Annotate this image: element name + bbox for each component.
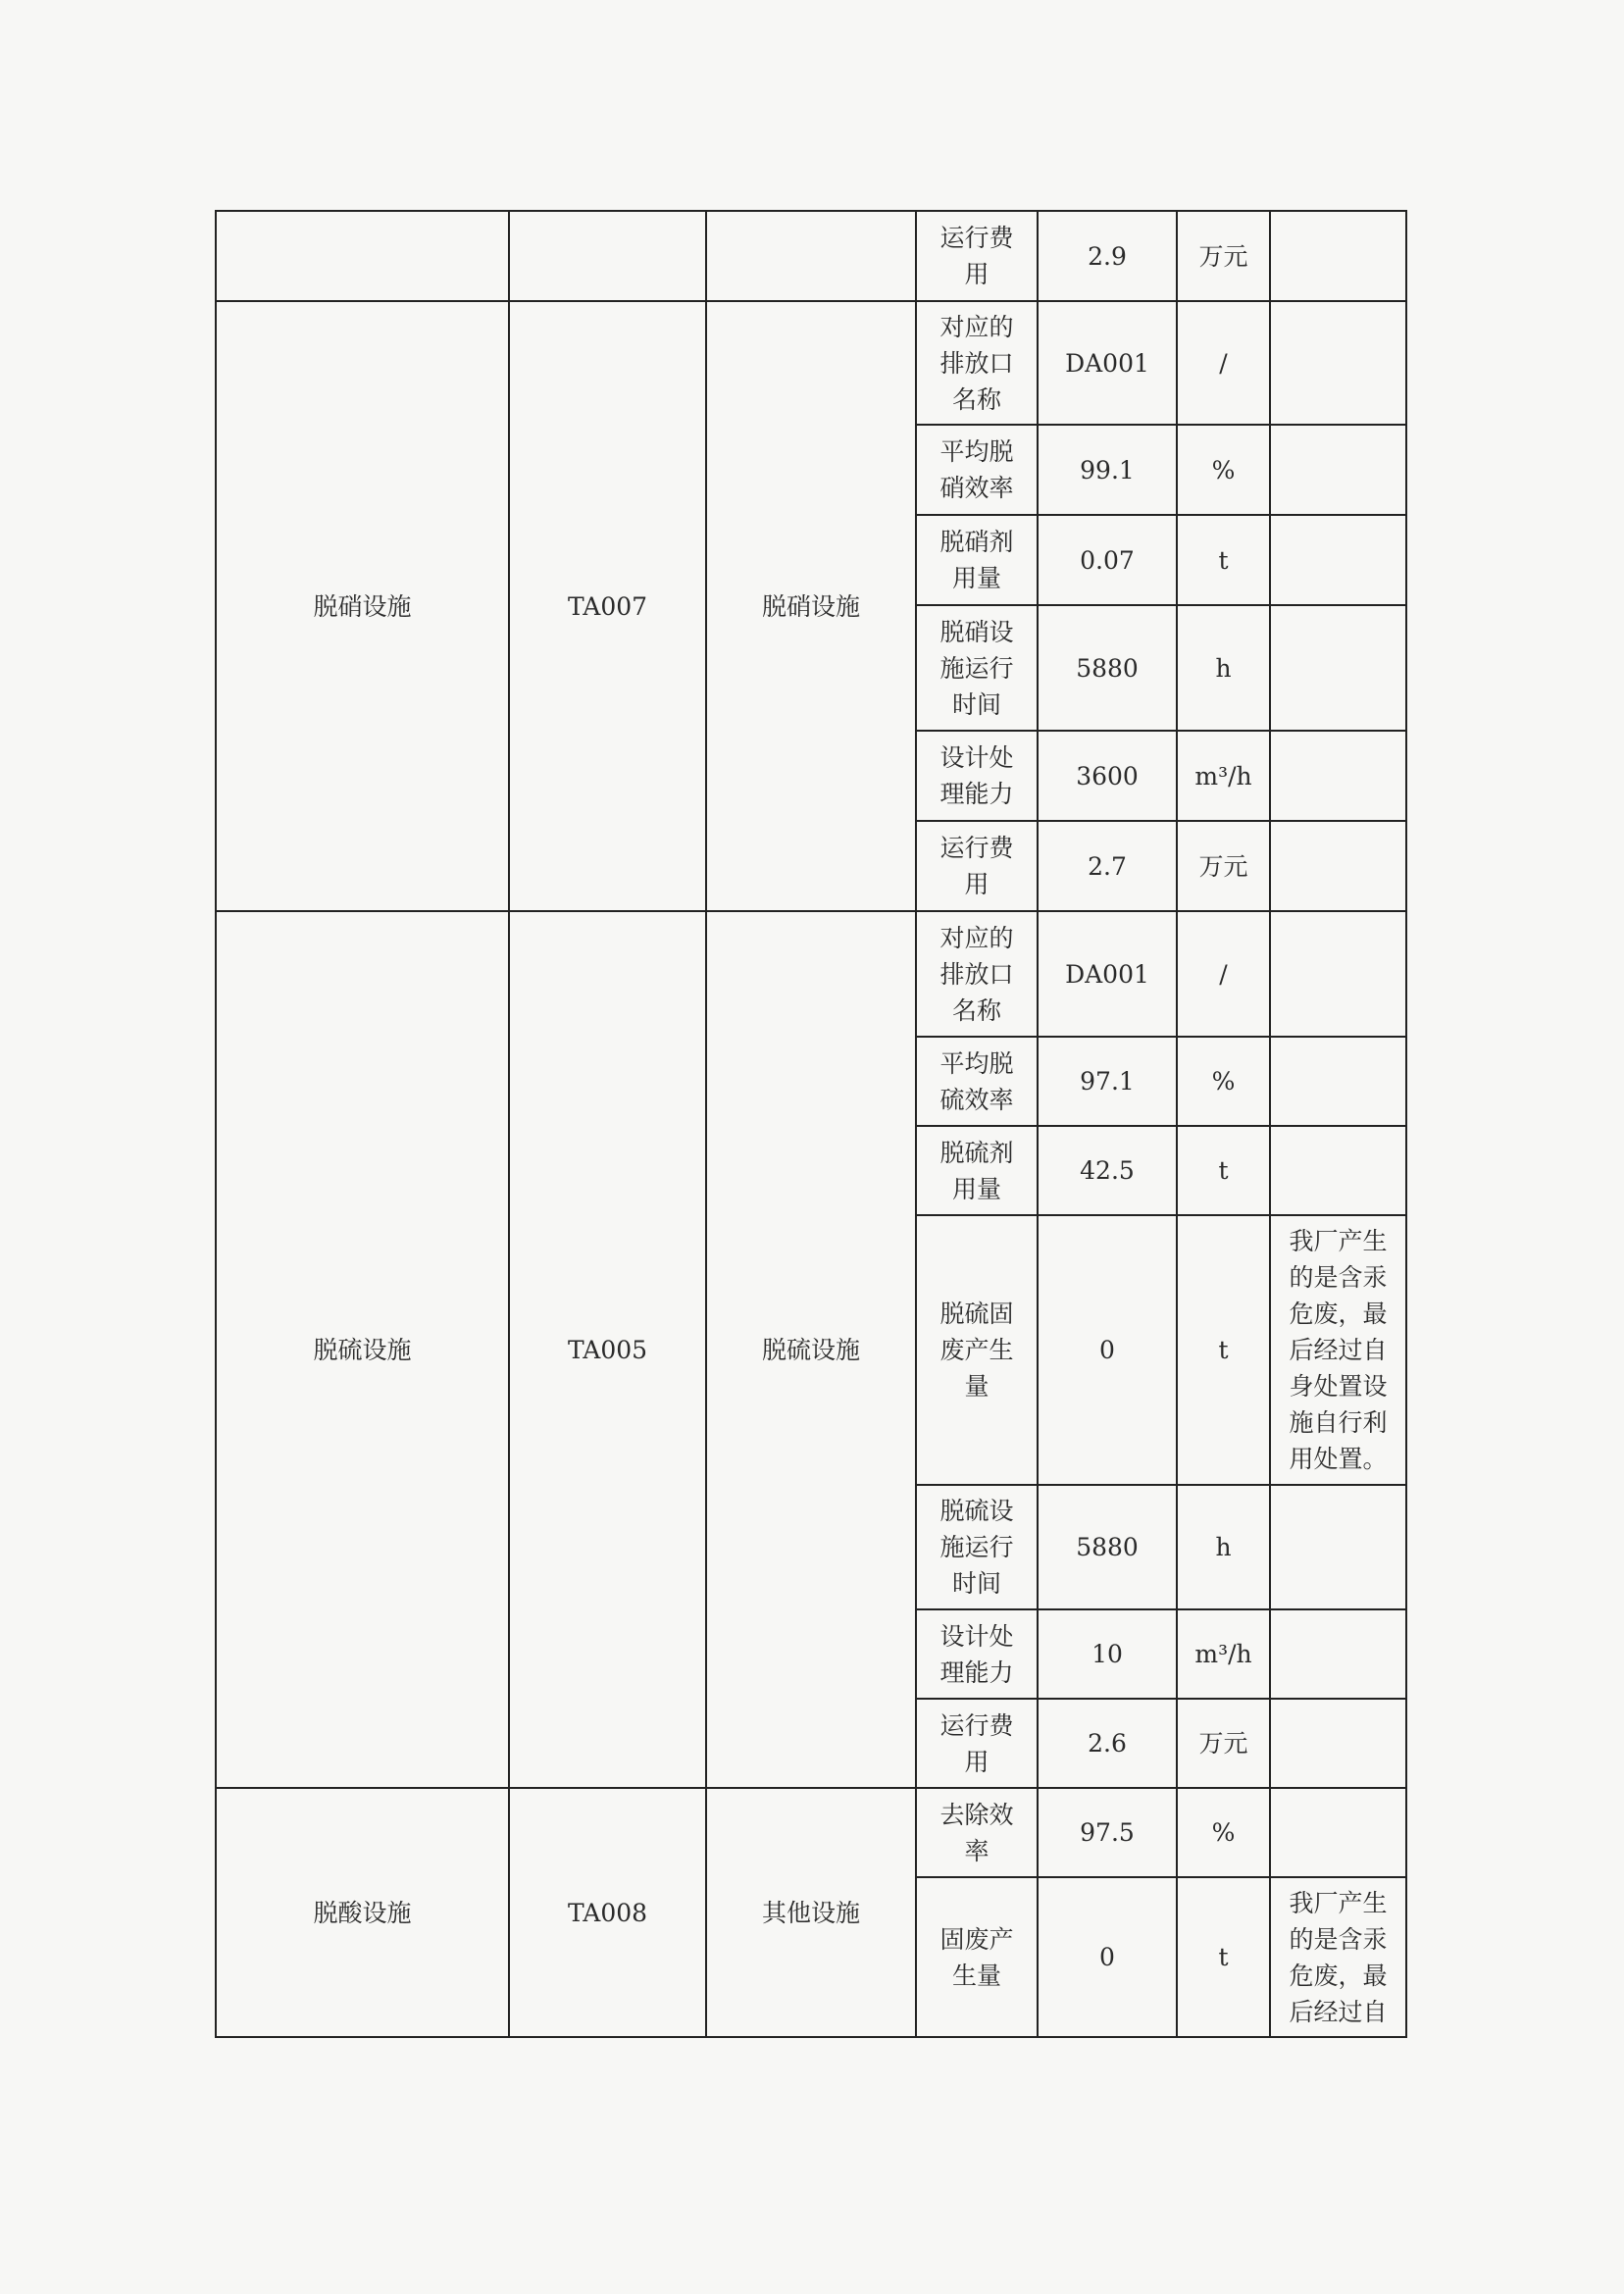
facility-name-cell: 脱硫设施 bbox=[216, 911, 509, 1788]
facility-code-cell bbox=[509, 211, 706, 301]
table-row bbox=[216, 1788, 1406, 1877]
facility-name-cell bbox=[216, 211, 509, 301]
note-cell bbox=[1270, 515, 1406, 605]
note-cell bbox=[1270, 1699, 1406, 1788]
value-cell: 2.7 bbox=[1038, 821, 1177, 911]
unit-cell: t bbox=[1177, 1877, 1270, 2037]
note-cell bbox=[1270, 605, 1406, 731]
item-label: 脱硫剂 用量 bbox=[939, 1138, 1014, 1203]
value-cell: 5880 bbox=[1038, 1485, 1177, 1609]
value-cell: 42.5 bbox=[1038, 1126, 1177, 1215]
item-cell bbox=[916, 1126, 1038, 1215]
item-label: 设计处 理能力 bbox=[939, 1621, 1014, 1687]
note-cell bbox=[1270, 1485, 1406, 1609]
note-cell bbox=[1270, 731, 1406, 821]
item-cell bbox=[916, 1609, 1038, 1699]
item-label: 平均脱 硝效率 bbox=[939, 437, 1014, 502]
item-cell bbox=[916, 301, 1038, 425]
value-cell: 2.6 bbox=[1038, 1699, 1177, 1788]
item-label: 脱硝剂 用量 bbox=[939, 528, 1014, 592]
value-cell: 99.1 bbox=[1038, 425, 1177, 515]
unit-cell: h bbox=[1177, 605, 1270, 731]
facility-code-cell: TA007 bbox=[509, 301, 706, 911]
unit-cell: % bbox=[1177, 425, 1270, 515]
value-cell: DA001 bbox=[1038, 911, 1177, 1037]
unit-cell: 万元 bbox=[1177, 211, 1270, 301]
note-cell bbox=[1270, 425, 1406, 515]
facility-name-cell: 脱硝设施 bbox=[216, 301, 509, 911]
item-label: 脱硝设 施运行 时间 bbox=[939, 617, 1014, 719]
item-label: 对应的 排放口 名称 bbox=[939, 312, 1014, 414]
item-label: 对应的 排放口 名称 bbox=[939, 923, 1014, 1025]
facility-type-cell: 脱硫设施 bbox=[706, 911, 916, 1788]
note-cell bbox=[1270, 1788, 1406, 1877]
facility-code-cell: TA005 bbox=[509, 911, 706, 1788]
value-cell: 97.1 bbox=[1038, 1037, 1177, 1126]
facility-code-cell: TA008 bbox=[509, 1788, 706, 2037]
item-cell bbox=[916, 1485, 1038, 1609]
facility-table bbox=[215, 210, 1407, 2038]
note-text: 我厂产生 的是含汞 危废，最 后经过自 bbox=[1289, 1888, 1388, 2026]
facility-type-cell bbox=[706, 211, 916, 301]
item-cell bbox=[916, 911, 1038, 1037]
unit-cell: t bbox=[1177, 1126, 1270, 1215]
table-row bbox=[216, 211, 1406, 301]
table-row bbox=[216, 301, 1406, 425]
note-cell bbox=[1270, 1877, 1406, 2037]
item-cell bbox=[916, 1215, 1038, 1485]
note-cell bbox=[1270, 1037, 1406, 1126]
table-row bbox=[216, 911, 1406, 1037]
value-cell: 0 bbox=[1038, 1215, 1177, 1485]
item-label: 去除效 率 bbox=[939, 1800, 1014, 1865]
item-cell bbox=[916, 1037, 1038, 1126]
value-cell: 5880 bbox=[1038, 605, 1177, 731]
item-label: 固废产 生量 bbox=[939, 1924, 1014, 1990]
value-cell: 97.5 bbox=[1038, 1788, 1177, 1877]
unit-cell: 万元 bbox=[1177, 821, 1270, 911]
item-label: 运行费 用 bbox=[939, 834, 1014, 898]
unit-cell: m³/h bbox=[1177, 731, 1270, 821]
note-cell bbox=[1270, 1609, 1406, 1699]
item-cell bbox=[916, 731, 1038, 821]
item-cell bbox=[916, 425, 1038, 515]
facility-name-cell: 脱酸设施 bbox=[216, 1788, 509, 2037]
note-cell bbox=[1270, 821, 1406, 911]
item-label: 运行费 用 bbox=[939, 224, 1014, 288]
note-cell bbox=[1270, 1215, 1406, 1485]
unit-cell: % bbox=[1177, 1788, 1270, 1877]
value-cell: 3600 bbox=[1038, 731, 1177, 821]
unit-cell: / bbox=[1177, 911, 1270, 1037]
value-cell: 0 bbox=[1038, 1877, 1177, 2037]
note-cell bbox=[1270, 211, 1406, 301]
unit-cell: / bbox=[1177, 301, 1270, 425]
value-cell: 10 bbox=[1038, 1609, 1177, 1699]
item-cell bbox=[916, 821, 1038, 911]
item-label: 平均脱 硫效率 bbox=[939, 1048, 1014, 1114]
note-cell bbox=[1270, 301, 1406, 425]
unit-cell: h bbox=[1177, 1485, 1270, 1609]
item-cell bbox=[916, 605, 1038, 731]
unit-cell: 万元 bbox=[1177, 1699, 1270, 1788]
item-cell bbox=[916, 1877, 1038, 2037]
item-cell bbox=[916, 1699, 1038, 1788]
value-cell: DA001 bbox=[1038, 301, 1177, 425]
unit-cell: % bbox=[1177, 1037, 1270, 1126]
item-label: 脱硫固 废产生 量 bbox=[939, 1300, 1014, 1401]
item-cell bbox=[916, 515, 1038, 605]
value-cell: 2.9 bbox=[1038, 211, 1177, 301]
facility-type-cell: 脱硝设施 bbox=[706, 301, 916, 911]
unit-cell: t bbox=[1177, 515, 1270, 605]
note-cell bbox=[1270, 911, 1406, 1037]
note-text: 我厂产生 的是含汞 危废，最 后经过自 身处置设 施自行利 用处置。 bbox=[1289, 1227, 1388, 1473]
item-cell bbox=[916, 1788, 1038, 1877]
item-label: 脱硫设 施运行 时间 bbox=[939, 1497, 1014, 1598]
item-label: 设计处 理能力 bbox=[939, 743, 1014, 808]
value-cell: 0.07 bbox=[1038, 515, 1177, 605]
unit-cell: m³/h bbox=[1177, 1609, 1270, 1699]
unit-cell: t bbox=[1177, 1215, 1270, 1485]
note-cell bbox=[1270, 1126, 1406, 1215]
item-label: 运行费 用 bbox=[939, 1710, 1014, 1776]
item-cell bbox=[916, 211, 1038, 301]
facility-type-cell: 其他设施 bbox=[706, 1788, 916, 2037]
